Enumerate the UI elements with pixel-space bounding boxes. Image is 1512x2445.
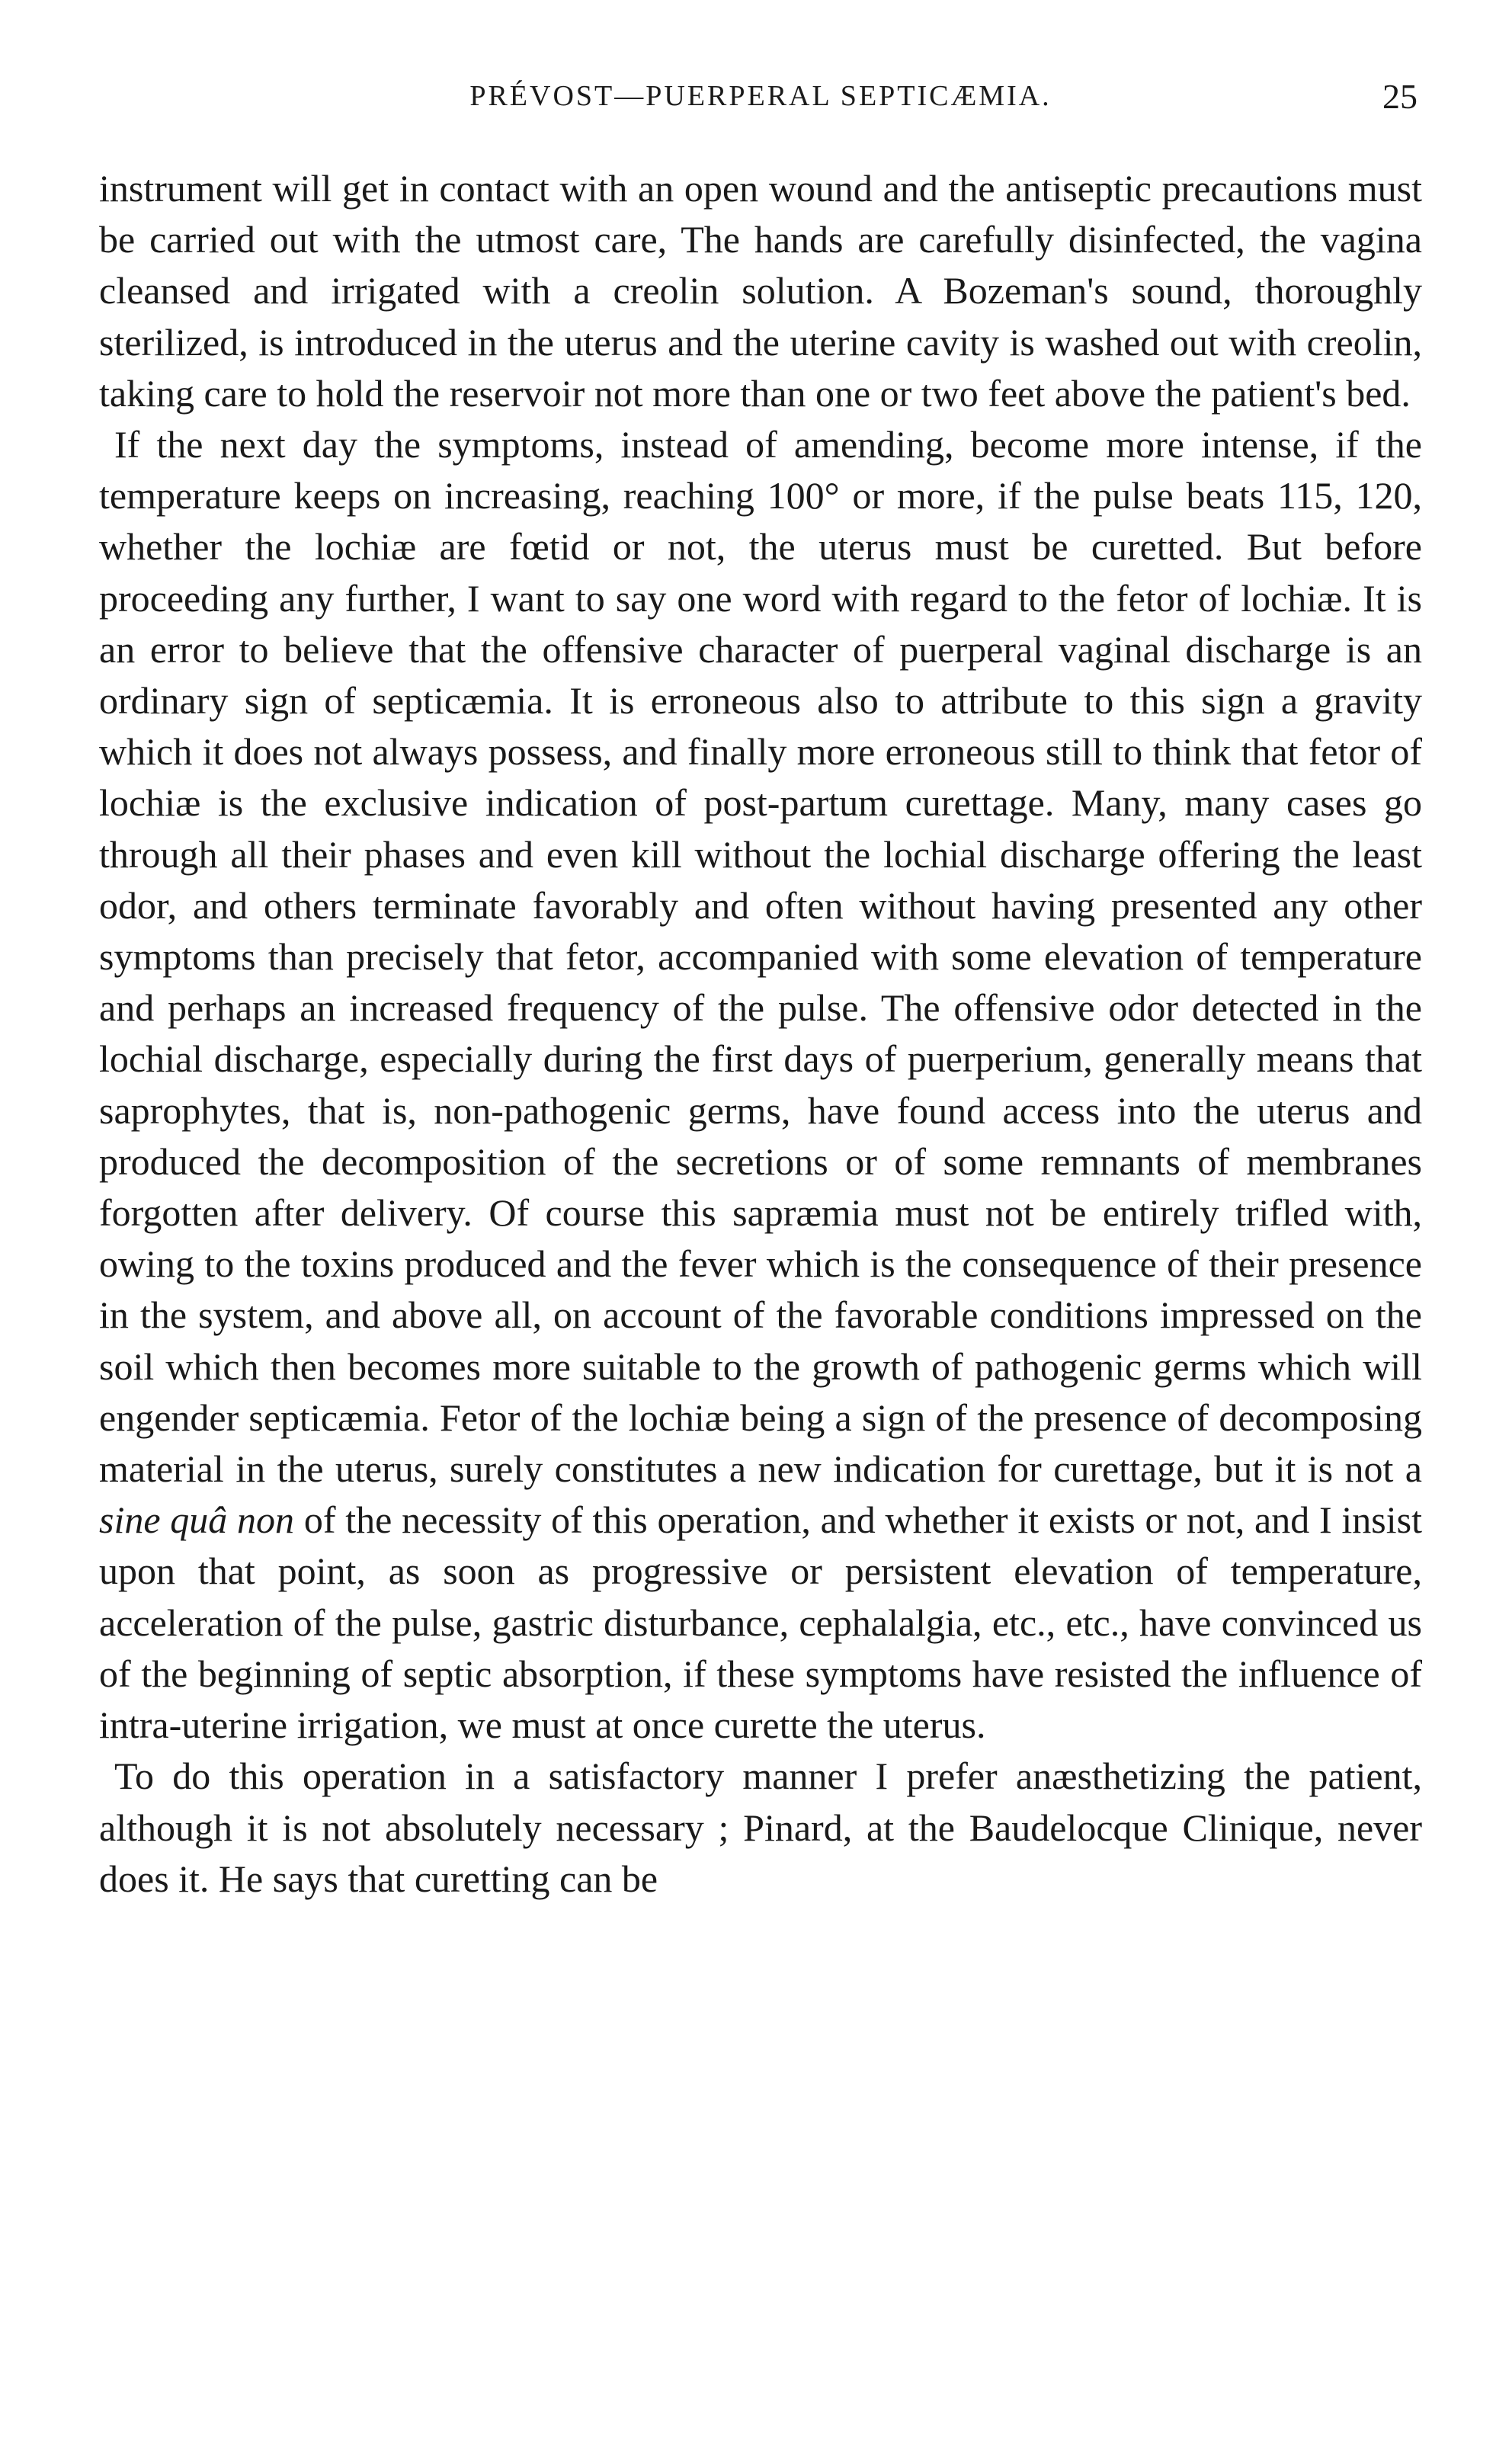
paragraph-anaesthesia: To do this operation in a satisfactory manner I prefer anæsthetizing the patient, although it is not absolutely necessary ; Pinard, at the Baudelocque Clinique, never does it. He says that curetting can be: [99, 1754, 1422, 1900]
running-title: PRÉVOST—PUERPERAL SEPTICÆMIA.: [469, 80, 1052, 112]
paragraph-text: If the next day the symptoms, instead of amending, become more intense, if the temperature keeps on increasing, reaching 100° or more, if the pulse beats 115, 120, whether the lochiæ are fœtid or not, the uterus must be curetted. But before proceeding any further, I want to say one word with regard to the fetor of lochiæ. It is an error to believe that the offensive character of puerperal vaginal discharge is an ordinary sign of septicæmia. It is erroneous also to attribute to this sign a gravity which it does not always possess, and finally more erroneous still to think that fetor of lochiæ is the exclusive indication of post-partum curettage. Many, many cases go through all their phases and even kill without the lochial discharge offering the least odor, and others terminate favorably and often without having presented any other symptoms than precisely that fetor, accompanied with some elevation of temperature and perhaps an increased frequency of the pulse. The offensive odor detected in the lochial discharge, especially during the first days of puerperium, generally means that saprophytes, that is, non-pathogenic germs, have found access into the uterus and produced the decomposition of the secretions or of some remnants of membranes forgotten after delivery. Of course this sapræmia must not be entirely trifled with, owing to the toxins produced and the fever which is the consequence of their presence in the system, and above all, on account of the favorable conditions impressed on the soil which then becomes more suitable to the growth of pathogenic germs which will engender septicæmia. Fetor of the lochiæ being a sign of the presence of decomposing material in the uterus, surely constitutes a new indication for curettage, but it is not a: [99, 423, 1422, 1491]
italic-phrase: sine quâ non: [99, 1498, 295, 1542]
running-head: [99, 79, 1422, 125]
paragraph-continuation: instrument will get in contact with an open wound and the antiseptic precautions must be carried out with the utmost care, The hands are carefully disinfected, the vagina cleansed and irrigated with a creolin solution. A Bozeman's sound, thoroughly sterilized, is introduced in the uterus and the uterine cavity is washed out with creolin, taking care to hold the reservoir not more than one or two feet above the patient's bed.: [99, 167, 1422, 415]
body-text: [99, 163, 1422, 1905]
page-number: 25: [1382, 77, 1418, 116]
paragraph-curettage-indications: [99, 419, 1422, 1751]
paragraph-text-continued: of the necessity of this operation, and whether it exists or not, and I insist upon that point, as soon as progressive or persistent elevation of temperature, acceleration of the pulse, gastric disturbance, cephalalgia, etc., etc., have convinced us of the beginning of septic absorption, if these symptoms have resisted the influence of intra-uterine irrigation, we must at once curette the uterus.: [99, 1498, 1423, 1747]
